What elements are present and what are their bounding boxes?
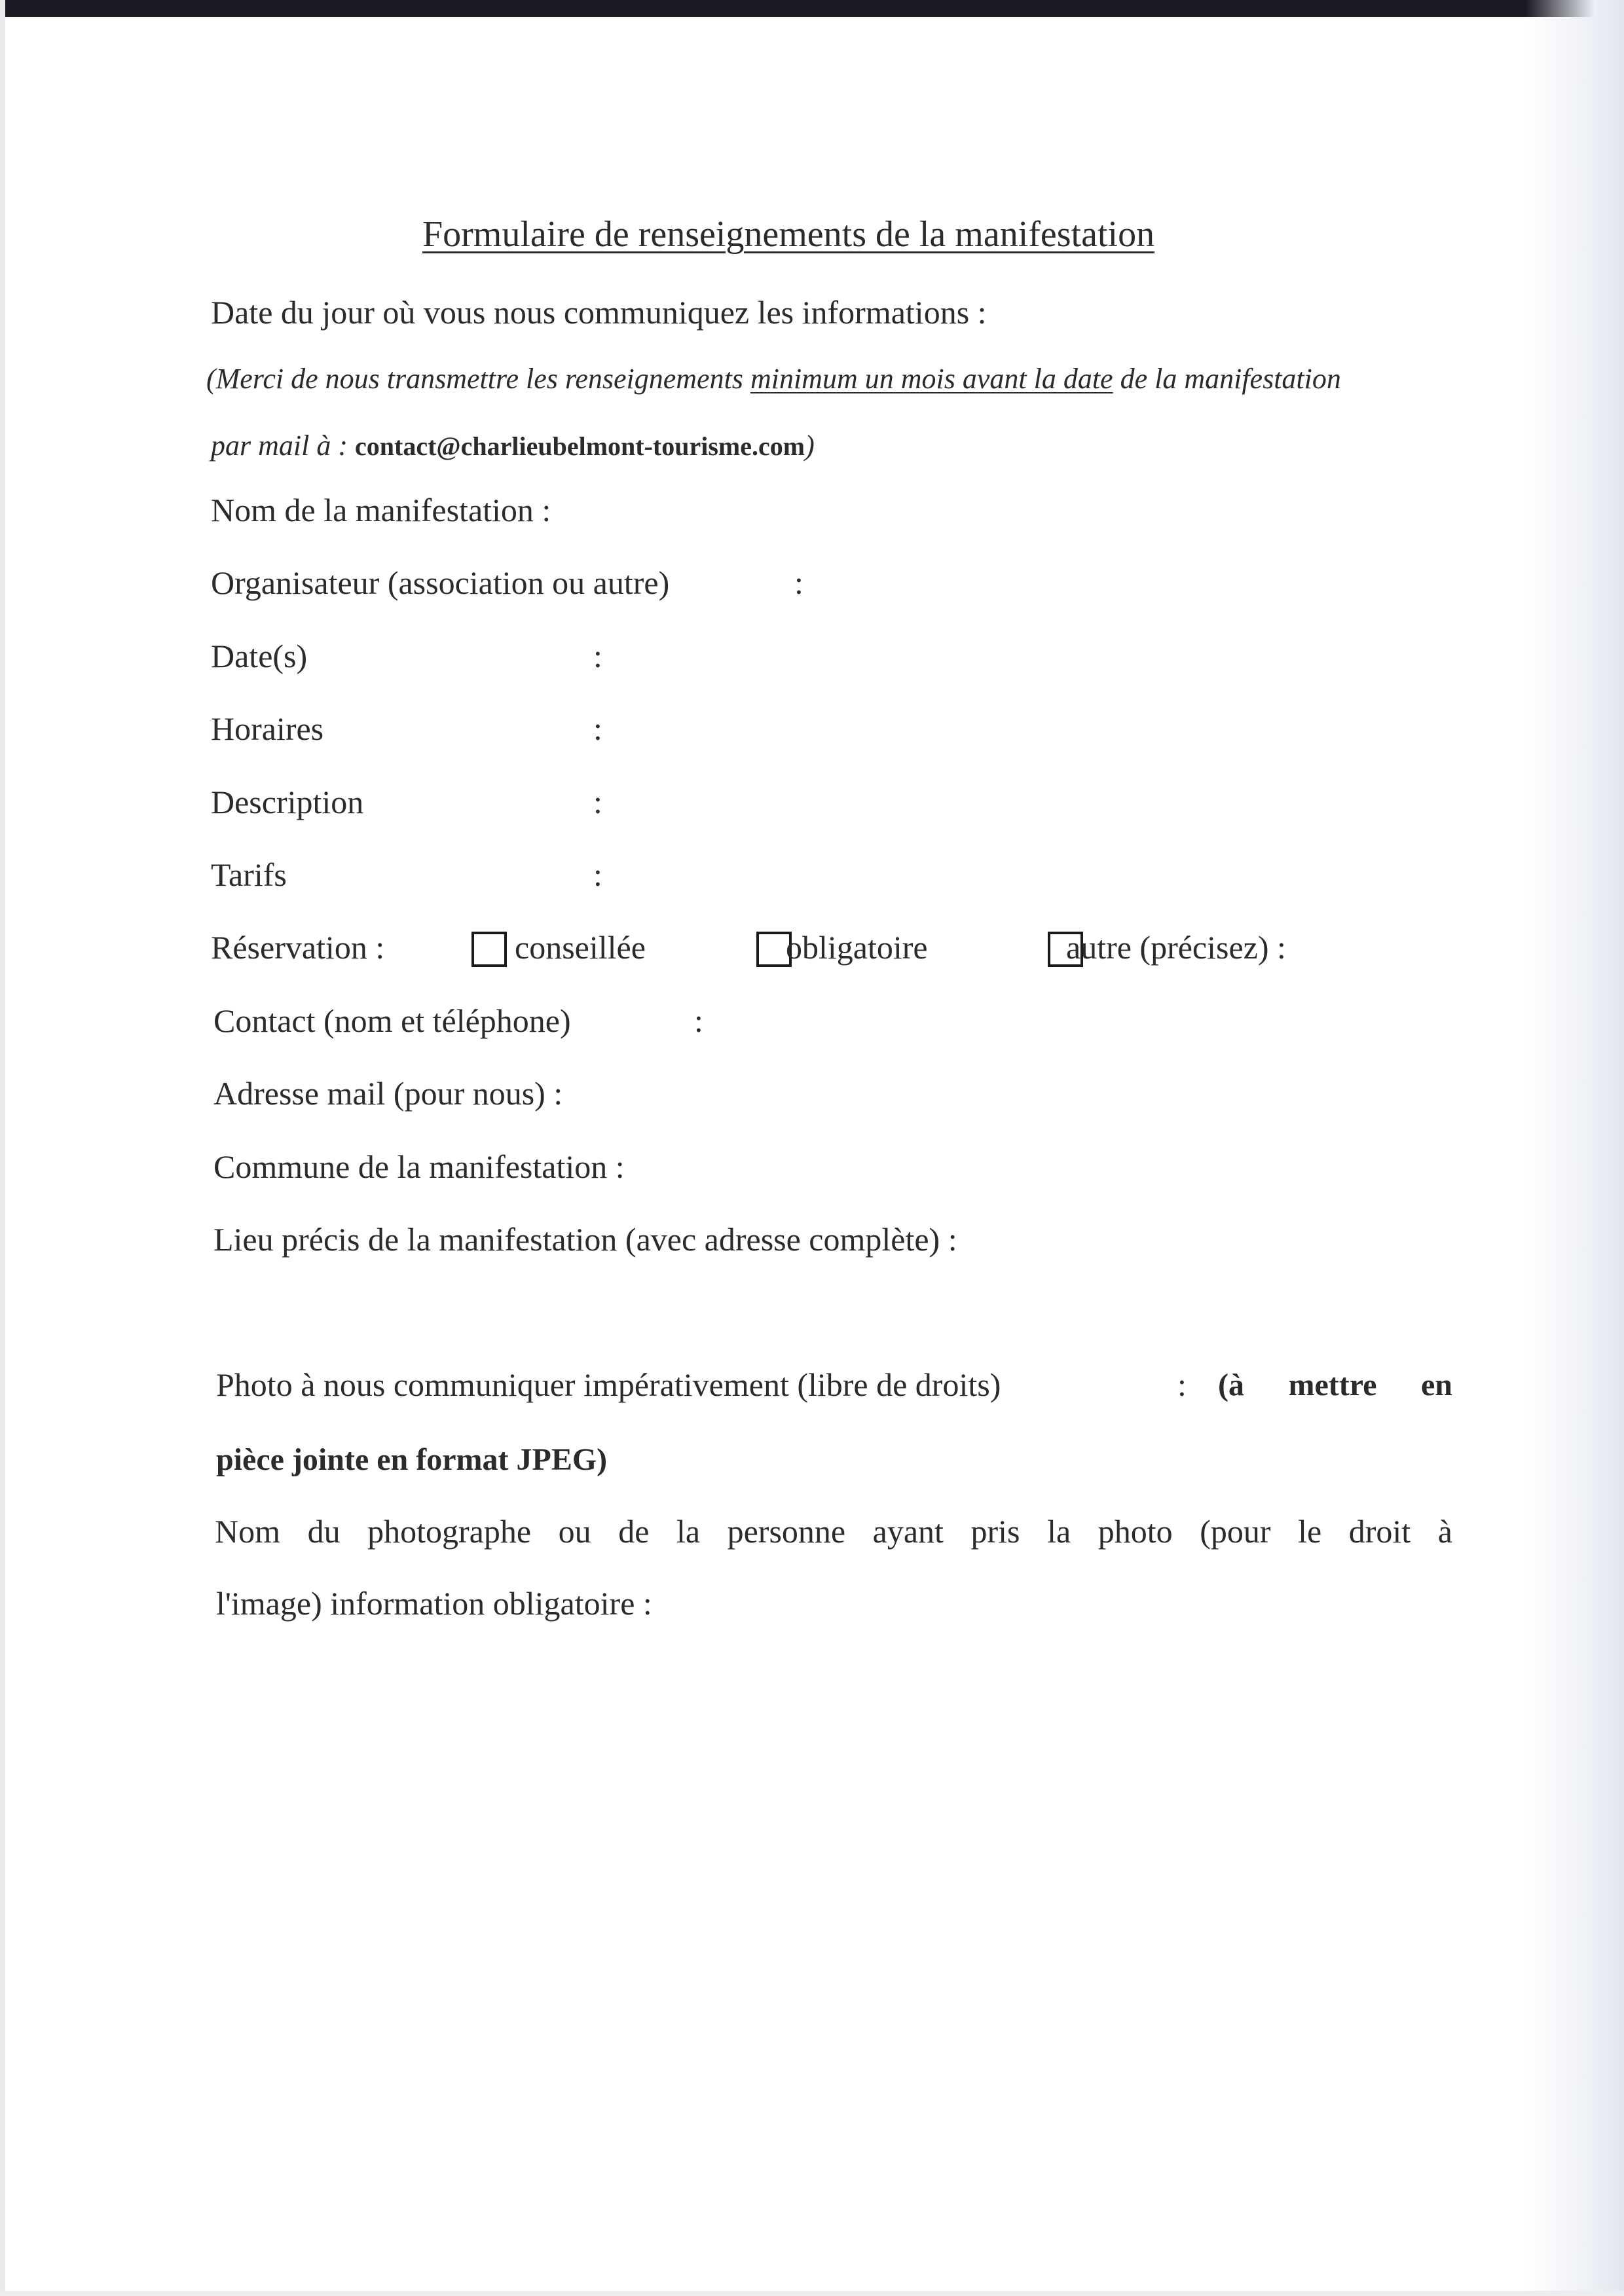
scan-bottom-edge bbox=[0, 2291, 1624, 2296]
photographe-word: ou bbox=[558, 1513, 591, 1550]
field-description-label: Description bbox=[211, 784, 364, 820]
photographe-word: la bbox=[1047, 1513, 1071, 1550]
photographe-line-2: l'image) information obligatoire : bbox=[216, 1585, 652, 1622]
note-text-1: (Merci de nous transmettre les renseignements bbox=[206, 363, 750, 395]
option-conseillee-label: conseillée bbox=[515, 929, 646, 966]
contact-email: contact@charlieubelmont-tourisme.com bbox=[355, 431, 805, 461]
photographe-word: du bbox=[307, 1513, 341, 1550]
option-autre-label: autre (précisez) : bbox=[1066, 929, 1286, 966]
note-line-2 bbox=[211, 429, 815, 462]
note-line-1 bbox=[206, 362, 1341, 395]
field-dates-label: Date(s) bbox=[211, 638, 308, 674]
field-contact-label: Contact (nom et téléphone) bbox=[213, 1002, 571, 1039]
date-line: Date du jour où vous nous communiquez les informations : bbox=[211, 294, 987, 331]
photo-colon: : bbox=[1177, 1366, 1187, 1403]
photographe-word: pris bbox=[970, 1513, 1020, 1550]
field-organisateur-colon: : bbox=[794, 564, 803, 601]
photographe-word: photographe bbox=[367, 1513, 532, 1550]
photo-instruction-line-2: pièce jointe en format JPEG) bbox=[216, 1442, 608, 1477]
field-tarifs-label: Tarifs bbox=[211, 856, 287, 893]
field-horaires-colon: : bbox=[593, 710, 602, 747]
field-organisateur-label: Organisateur (association ou autre) bbox=[211, 564, 670, 601]
photographe-word: Nom bbox=[215, 1513, 280, 1550]
note-mail-suffix: ) bbox=[805, 429, 815, 462]
form-title: Formulaire de renseignements de la manifestation bbox=[422, 214, 1155, 255]
photo-instruction-line-1 bbox=[1218, 1367, 1452, 1403]
scan-top-border bbox=[0, 0, 1624, 17]
photo-instruction-word: mettre bbox=[1288, 1368, 1377, 1402]
photographe-word: personne bbox=[727, 1513, 846, 1550]
field-tarifs-colon: : bbox=[593, 856, 602, 893]
field-dates-colon: : bbox=[593, 638, 602, 674]
field-nom-label: Nom de la manifestation : bbox=[211, 492, 551, 528]
field-description-colon: : bbox=[593, 784, 602, 820]
photographe-word: à bbox=[1437, 1513, 1452, 1550]
photographe-word: photo bbox=[1098, 1513, 1173, 1550]
photographe-word: la bbox=[676, 1513, 701, 1550]
photographe-word: le bbox=[1298, 1513, 1322, 1550]
note-text-2: de la manifestation bbox=[1113, 363, 1341, 395]
note-underlined: minimum un mois avant la date bbox=[750, 363, 1113, 395]
photographe-word: ayant bbox=[872, 1513, 944, 1550]
field-commune-label: Commune de la manifestation : bbox=[213, 1148, 625, 1185]
photo-instruction-word: en bbox=[1420, 1368, 1452, 1402]
scan-right-shadow bbox=[1526, 0, 1624, 2296]
photographe-word: (pour bbox=[1200, 1513, 1271, 1550]
scan-left-edge bbox=[0, 0, 5, 2296]
photographe-line-1 bbox=[215, 1512, 1452, 1550]
photo-label: Photo à nous communiquer impérativement (libre de droits) bbox=[216, 1366, 1001, 1403]
photo-instruction-word: (à bbox=[1218, 1368, 1244, 1402]
field-lieu-label: Lieu précis de la manifestation (avec adresse complète) : bbox=[213, 1221, 957, 1258]
reservation-label: Réservation : bbox=[211, 929, 385, 966]
photographe-word: de bbox=[618, 1513, 650, 1550]
checkbox-conseillee[interactable] bbox=[471, 932, 507, 967]
note-mail-prefix: par mail à : bbox=[211, 429, 355, 462]
field-horaires-label: Horaires bbox=[211, 710, 324, 747]
photographe-word: droit bbox=[1348, 1513, 1411, 1550]
field-adresse-mail-label: Adresse mail (pour nous) : bbox=[213, 1075, 563, 1112]
option-obligatoire-label: obligatoire bbox=[786, 929, 928, 966]
field-contact-colon: : bbox=[694, 1002, 703, 1039]
